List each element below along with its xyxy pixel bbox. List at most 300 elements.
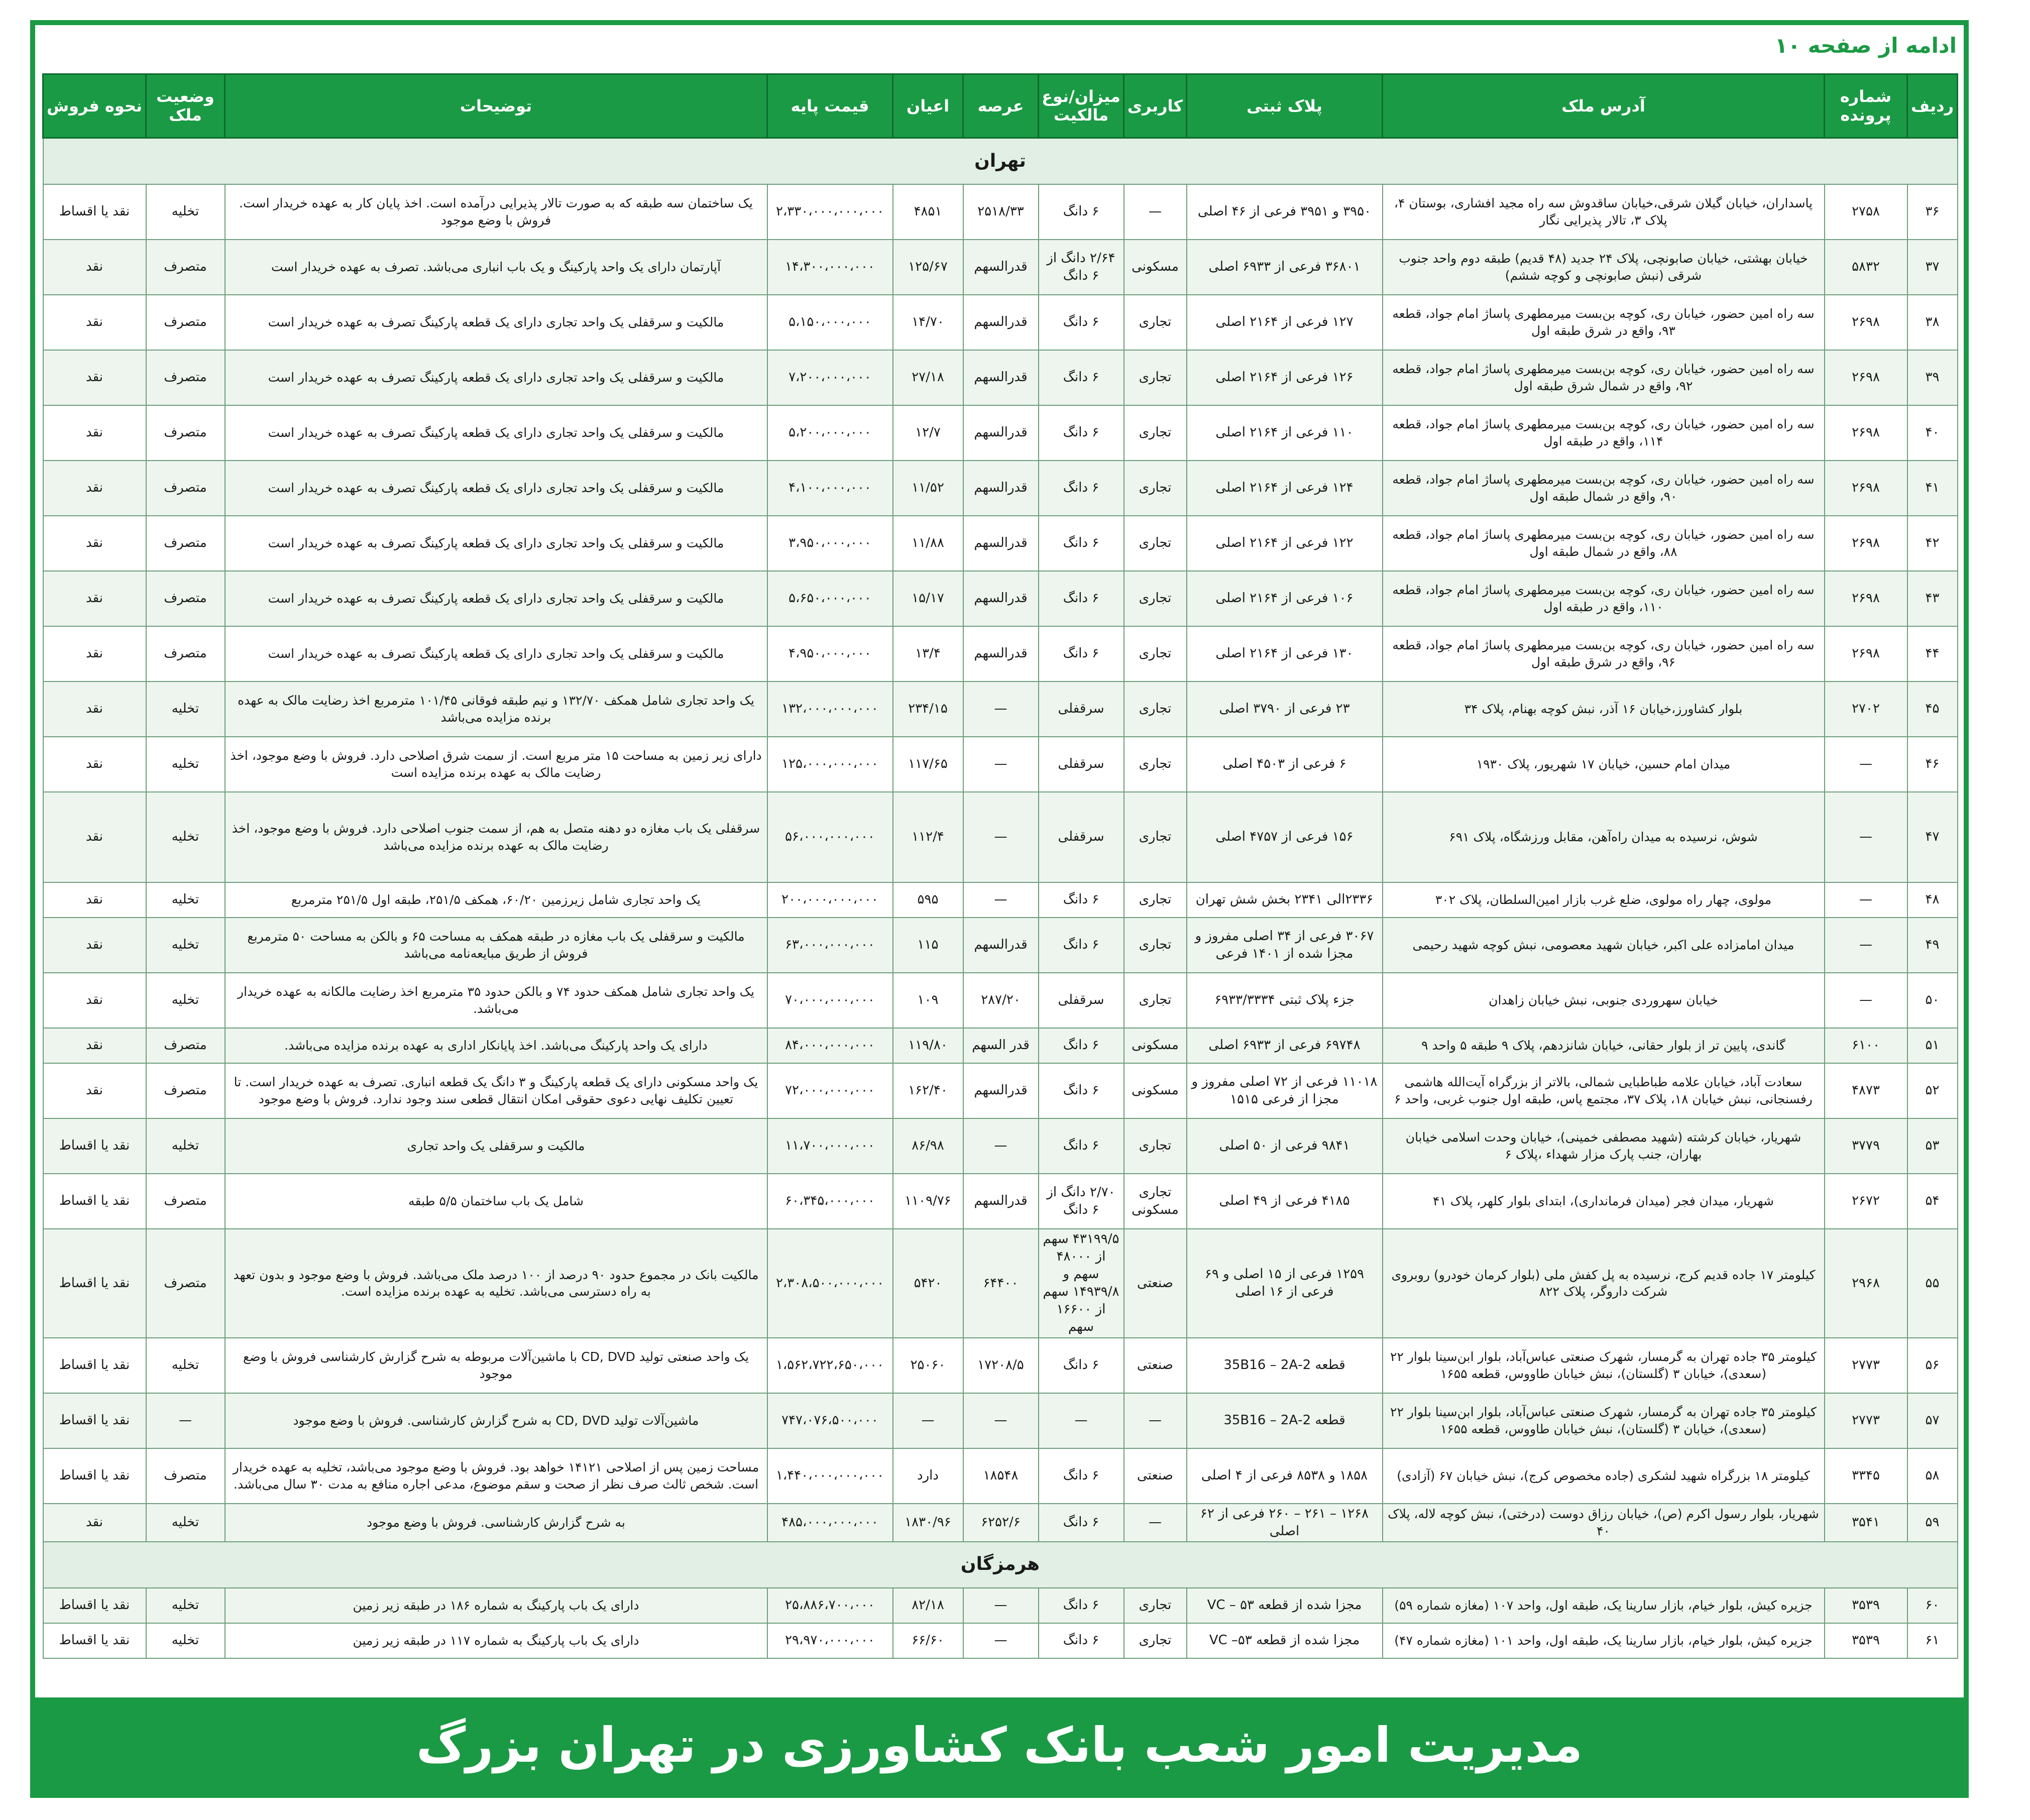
- cell-property-status: متصرف: [146, 516, 225, 571]
- cell-ownership: —: [1039, 1393, 1124, 1448]
- cell-land-area: ۲۵۱۸/۳۳: [963, 184, 1039, 240]
- cell-registration-plate: ۱۲۴ فرعی از ۲۱۶۴ اصلی: [1187, 461, 1383, 516]
- cell-description: مالکیت و سرقفلی یک واحد تجاری دارای یک قطعه پارکینگ تصرف به عهده خریدار است: [225, 516, 767, 571]
- table-row: [43, 1588, 1958, 1623]
- cell-ownership: ۶ دانگ: [1039, 1623, 1124, 1658]
- cell-usage: تجاری: [1124, 882, 1187, 918]
- cell-base-price: ۵،۲۰۰،۰۰۰،۰۰۰: [767, 405, 893, 461]
- cell-registration-plate: ۲۳۳۶الی ۲۳۴۱ بخش شش تهران: [1187, 882, 1383, 918]
- cell-sale-method: نقد یا اقساط: [43, 1588, 146, 1623]
- table-row: [43, 626, 1958, 681]
- cell-property-status: تخلیه: [146, 184, 225, 240]
- cell-property-status: متصرف: [146, 461, 225, 516]
- cell-address: شهریار، خیابان کرشته (شهید مصطفی خمینی)، خیابان وحدت اسلامی خیابان بهاران، جنب پارک مزار شهداء ،پلاک ۶: [1383, 1118, 1825, 1174]
- cell-address: خیابان بهشتی، خیابان صابونچی، پلاک ۲۴ جدید (۴۸ قدیم) طبقه دوم واحد جنوب شرقی (نبش صابونچی و کوچه ششم): [1383, 240, 1825, 295]
- cell-building-area: ۵۴۲۰: [893, 1229, 963, 1338]
- table-header-row: [43, 74, 1958, 138]
- cell-file-number: —: [1825, 737, 1907, 792]
- cell-building-area: ۵۹۵: [893, 882, 963, 918]
- cell-row-number: ۵۳: [1907, 1118, 1958, 1174]
- cell-row-number: ۴۳: [1907, 571, 1958, 626]
- cell-ownership: ۶ دانگ: [1039, 1588, 1124, 1623]
- cell-usage: تجاری: [1124, 792, 1187, 882]
- cell-address: سه راه امین حضور، خیابان ری، کوچه بن‌بست میرمطهری پاساژ امام جواد، قطعه ۹۲، واقع در شمال شرق طبقه اول: [1383, 350, 1825, 405]
- cell-description: ماشین‌آلات تولید CD, DVD به شرح گزارش کارشناسی. فروش با وضع موجود: [225, 1393, 767, 1448]
- cell-property-status: —: [146, 1393, 225, 1448]
- cell-base-price: ۲۰۰،۰۰۰،۰۰۰،۰۰۰: [767, 882, 893, 918]
- cell-description: آپارتمان دارای یک واحد پارکینگ و یک باب انباری می‌باشد. تصرف به عهده خریدار است: [225, 240, 767, 295]
- cell-registration-plate: ۲۳ فرعی از ۳۷۹۰ اصلی: [1187, 681, 1383, 737]
- table-row: [43, 1623, 1958, 1658]
- cell-ownership: سرقفلی: [1039, 737, 1124, 792]
- cell-base-price: ۴۸۵،۰۰۰،۰۰۰،۰۰۰: [767, 1504, 893, 1542]
- cell-land-area: —: [963, 1623, 1039, 1658]
- cell-usage: تجاری: [1124, 918, 1187, 973]
- cell-ownership: ۶ دانگ: [1039, 918, 1124, 973]
- cell-row-number: ۴۴: [1907, 626, 1958, 681]
- cell-sale-method: نقد یا اقساط: [43, 1174, 146, 1229]
- table-row: [43, 1393, 1958, 1448]
- cell-sale-method: نقد: [43, 1063, 146, 1118]
- cell-land-area: قدرالسهم: [963, 350, 1039, 405]
- cell-description: یک واحد تجاری شامل همکف ۱۳۲/۷۰ و نیم طبقه فوقانی ۱۰۱/۴۵ مترمربع اخذ رضایت مالک به عهده برنده مزایده می‌باشد: [225, 681, 767, 737]
- cell-base-price: ۱،۵۶۲،۷۲۲،۶۵۰،۰۰۰: [767, 1338, 893, 1393]
- cell-sale-method: نقد یا اقساط: [43, 1338, 146, 1393]
- cell-row-number: ۴۵: [1907, 681, 1958, 737]
- cell-sale-method: نقد: [43, 626, 146, 681]
- cell-description: مالکیت و سرقفلی یک واحد تجاری دارای یک قطعه پارکینگ تصرف به عهده خریدار است: [225, 461, 767, 516]
- header-file-number: شماره پرونده: [1825, 74, 1907, 138]
- cell-row-number: ۵۲: [1907, 1063, 1958, 1118]
- cell-sale-method: نقد: [43, 973, 146, 1028]
- table-row: [43, 737, 1958, 792]
- cell-address: کیلومتر ۳۵ جاده تهران به گرمسار، شهرک صنعتی عباس‌آباد، بلوار ابن‌سینا بلوار ۲۲ (سعدی)، خیابان ۳ (گلستان)، نبش خیابان طاووس، قطعه ۱۶۵۵: [1383, 1393, 1825, 1448]
- cell-usage: مسکونی: [1124, 240, 1187, 295]
- header-property-status: وضعیت ملک: [146, 74, 225, 138]
- cell-usage: تجاری: [1124, 571, 1187, 626]
- cell-file-number: ۲۶۷۲: [1825, 1174, 1907, 1229]
- cell-ownership: سرقفلی: [1039, 973, 1124, 1028]
- table-row: [43, 295, 1958, 350]
- cell-property-status: تخلیه: [146, 1504, 225, 1542]
- section-title: تهران: [43, 138, 1958, 185]
- cell-base-price: ۵،۱۵۰،۰۰۰،۰۰۰: [767, 295, 893, 350]
- cell-base-price: ۷۴۷،۰۷۶،۵۰۰،۰۰۰: [767, 1393, 893, 1448]
- cell-property-status: تخلیه: [146, 792, 225, 882]
- table-row: [43, 461, 1958, 516]
- cell-usage: تجاری: [1124, 350, 1187, 405]
- cell-file-number: ۳۵۳۹: [1825, 1623, 1907, 1658]
- cell-land-area: قدرالسهم: [963, 571, 1039, 626]
- table-row: [43, 792, 1958, 882]
- cell-usage: —: [1124, 1393, 1187, 1448]
- cell-file-number: ۵۸۳۲: [1825, 240, 1907, 295]
- cell-registration-plate: ۶ فرعی از ۴۵۰۳ اصلی: [1187, 737, 1383, 792]
- cell-row-number: ۳۶: [1907, 184, 1958, 240]
- cell-building-area: ۲۵۰۶۰: [893, 1338, 963, 1393]
- newspaper-ad-page: [30, 20, 1969, 1798]
- cell-base-price: ۱،۴۴۰،۰۰۰،۰۰۰،۰۰۰: [767, 1448, 893, 1504]
- cell-file-number: —: [1825, 792, 1907, 882]
- cell-sale-method: نقد: [43, 681, 146, 737]
- cell-description: مالکیت و سرقفلی یک باب مغازه در طبقه همکف به مساحت ۶۵ و بالکن به مساحت ۵۰ مترمربع فروش از طریق مبایعه‌نامه می‌باشد: [225, 918, 767, 973]
- cell-row-number: ۵۰: [1907, 973, 1958, 1028]
- cell-base-price: ۷۰،۰۰۰،۰۰۰،۰۰۰: [767, 973, 893, 1028]
- cell-row-number: ۵۹: [1907, 1504, 1958, 1542]
- cell-usage: —: [1124, 1504, 1187, 1542]
- cell-registration-plate: ۱۲۶ فرعی از ۲۱۶۴ اصلی: [1187, 350, 1383, 405]
- table-row: [43, 516, 1958, 571]
- cell-file-number: ۲۷۵۸: [1825, 184, 1907, 240]
- cell-building-area: ۴۸۵۱: [893, 184, 963, 240]
- cell-land-area: قدرالسهم: [963, 461, 1039, 516]
- cell-address: سه راه امین حضور، خیابان ری، کوچه بن‌بست میرمطهری پاساژ امام جواد، قطعه ۸۸، واقع در شمال طبقه اول: [1383, 516, 1825, 571]
- cell-usage: تجاری: [1124, 461, 1187, 516]
- cell-file-number: ۳۷۷۹: [1825, 1118, 1907, 1174]
- cell-address: کیلومتر ۱۷ جاده قدیم کرج، نرسیده به پل کفش ملی (بلوار کرمان خودرو) روبروی شرکت داروگر، پلاک ۸۲۲: [1383, 1229, 1825, 1338]
- cell-address: میدان امام حسین، خیابان ۱۷ شهریور، پلاک ۱۹۳۰: [1383, 737, 1825, 792]
- cell-land-area: قدرالسهم: [963, 626, 1039, 681]
- cell-building-area: ۱۳/۴: [893, 626, 963, 681]
- cell-address: شوش، نرسیده به میدان راه‌آهن، مقابل ورزشگاه، پلاک ۶۹۱: [1383, 792, 1825, 882]
- cell-land-area: قدر السهم: [963, 1028, 1039, 1063]
- cell-registration-plate: مجزا شده از قطعه ۵۳– VC: [1187, 1623, 1383, 1658]
- table-row: [43, 918, 1958, 973]
- cell-base-price: ۲،۳۰۸،۵۰۰،۰۰۰،۰۰۰: [767, 1229, 893, 1338]
- cell-usage: تجاری مسکونی: [1124, 1174, 1187, 1229]
- cell-registration-plate: قطعه 2-35B16 – 2A: [1187, 1393, 1383, 1448]
- cell-description: یک ساختمان سه طبقه که به صورت تالار پذیرایی درآمده است. اخذ پایان کار به عهده خریدار است. فروش با وضع موجود: [225, 184, 767, 240]
- cell-base-price: ۴،۹۵۰،۰۰۰،۰۰۰: [767, 626, 893, 681]
- cell-property-status: تخلیه: [146, 918, 225, 973]
- cell-base-price: ۱۳۲،۰۰۰،۰۰۰،۰۰۰: [767, 681, 893, 737]
- cell-row-number: ۵۸: [1907, 1448, 1958, 1504]
- header-address: آدرس ملک: [1383, 74, 1825, 138]
- cell-land-area: —: [963, 1588, 1039, 1623]
- cell-base-price: ۷،۲۰۰،۰۰۰،۰۰۰: [767, 350, 893, 405]
- cell-ownership: ۶ دانگ: [1039, 1504, 1124, 1542]
- cell-ownership: ۴۳۱۹۹/۵ سهم از ۴۸۰۰۰ سهم و ۱۴۹۳۹/۸ سهم از ۱۶۶۰۰ سهم: [1039, 1229, 1124, 1338]
- cell-address: خیابان سهروردی جنوبی، نبش خیابان زاهدان: [1383, 973, 1825, 1028]
- cell-address: کیلومتر ۳۵ جاده تهران به گرمسار، شهرک صنعتی عباس‌آباد، بلوار ابن‌سینا بلوار ۲۲ (سعدی)، خیابان ۳ (گلستان)، نبش خیابان طاووس، قطعه ۱۶۵۵: [1383, 1338, 1825, 1393]
- cell-usage: صنعتی: [1124, 1448, 1187, 1504]
- cell-usage: تجاری: [1124, 626, 1187, 681]
- cell-property-status: متصرف: [146, 405, 225, 461]
- cell-description: مالکیت و سرقفلی یک واحد تجاری: [225, 1118, 767, 1174]
- cell-registration-plate: ۱۳۰ فرعی از ۲۱۶۴ اصلی: [1187, 626, 1383, 681]
- cell-address: جزیره کیش، بلوار خیام، بازار سارینا یک، طبقه اول، واحد ۱۰۱ (مغازه شماره ۴۷): [1383, 1623, 1825, 1658]
- cell-land-area: قدرالسهم: [963, 1063, 1039, 1118]
- cell-file-number: ۴۸۷۳: [1825, 1063, 1907, 1118]
- cell-ownership: ۶ دانگ: [1039, 1338, 1124, 1393]
- cell-ownership: ۶ دانگ: [1039, 626, 1124, 681]
- cell-description: دارای زیر زمین به مساحت ۱۵ متر مربع است. از سمت شرق اصلاحی دارد. فروش با وضع موجود، اخذ رضایت مالک به عهده برنده مزایده است: [225, 737, 767, 792]
- cell-address: سه راه امین حضور، خیابان ری، کوچه بن‌بست میرمطهری پاساژ امام جواد، قطعه ۹۳، واقع در شرق طبقه اول: [1383, 295, 1825, 350]
- cell-row-number: ۳۸: [1907, 295, 1958, 350]
- cell-address: بلوار کشاورز،خیابان ۱۶ آذر، نبش کوچه بهنام، پلاک ۳۴: [1383, 681, 1825, 737]
- cell-description: مالکیت و سرقفلی یک واحد تجاری دارای یک قطعه پارکینگ تصرف به عهده خریدار است: [225, 295, 767, 350]
- cell-base-price: ۶۳،۰۰۰،۰۰۰،۰۰۰: [767, 918, 893, 973]
- cell-file-number: ۲۶۹۸: [1825, 461, 1907, 516]
- cell-ownership: ۶ دانگ: [1039, 1448, 1124, 1504]
- cell-address: مولوی، چهار راه مولوی، ضلع غرب بازار امین‌السلطان، پلاک ۳۰۲: [1383, 882, 1825, 918]
- cell-file-number: ۲۶۹۸: [1825, 516, 1907, 571]
- header-description: توضیحات: [225, 74, 767, 138]
- cell-land-area: —: [963, 737, 1039, 792]
- cell-description: دارای یک باب پارکینگ به شماره ۱۸۶ در طبقه زیر زمین: [225, 1588, 767, 1623]
- table-row: [43, 350, 1958, 405]
- cell-base-price: ۳،۹۵۰،۰۰۰،۰۰۰: [767, 516, 893, 571]
- cell-property-status: متصرف: [146, 1229, 225, 1338]
- cell-usage: —: [1124, 184, 1187, 240]
- cell-building-area: ۱۲/۷: [893, 405, 963, 461]
- cell-ownership: سرقفلی: [1039, 681, 1124, 737]
- cell-registration-plate: ۳۶۸۰۱ فرعی از ۶۹۳۳ اصلی: [1187, 240, 1383, 295]
- header-registration-plate: پلاک ثبتی: [1187, 74, 1383, 138]
- cell-ownership: ۶ دانگ: [1039, 1028, 1124, 1063]
- cell-row-number: ۵۵: [1907, 1229, 1958, 1338]
- cell-base-price: ۲۹،۹۷۰،۰۰۰،۰۰۰: [767, 1623, 893, 1658]
- header-building-area: اعیان: [893, 74, 963, 138]
- section-title: هرمزگان: [43, 1542, 1958, 1588]
- cell-registration-plate: قطعه 2-35B16 – 2A: [1187, 1338, 1383, 1393]
- cell-ownership: ۶ دانگ: [1039, 516, 1124, 571]
- cell-usage: مسکونی: [1124, 1028, 1187, 1063]
- cell-land-area: —: [963, 882, 1039, 918]
- continued-from-note: ادامه از صفحه ۱۰: [1774, 33, 1957, 58]
- cell-sale-method: نقد یا اقساط: [43, 1623, 146, 1658]
- cell-file-number: ۲۷۰۲: [1825, 681, 1907, 737]
- cell-property-status: متصرف: [146, 1174, 225, 1229]
- cell-sale-method: نقد: [43, 1504, 146, 1542]
- cell-file-number: —: [1825, 882, 1907, 918]
- cell-usage: تجاری: [1124, 1118, 1187, 1174]
- cell-registration-plate: ۱۱۰ فرعی از ۲۱۶۴ اصلی: [1187, 405, 1383, 461]
- cell-building-area: ۱۵/۱۷: [893, 571, 963, 626]
- cell-registration-plate: ۱۲۲ فرعی از ۲۱۶۴ اصلی: [1187, 516, 1383, 571]
- table-body: [43, 138, 1958, 1658]
- footer-banner: [35, 1697, 1964, 1793]
- cell-building-area: ۱۱/۸۸: [893, 516, 963, 571]
- header-row-number: ردیف: [1907, 74, 1958, 138]
- cell-building-area: ۱۱۵: [893, 918, 963, 973]
- section-header-row: [43, 1542, 1958, 1588]
- cell-registration-plate: ۱۲۵۹ فرعی از ۱۵ اصلی و ۶۹ فرعی از ۱۶ اصلی: [1187, 1229, 1383, 1338]
- cell-address: کیلومتر ۱۸ بزرگراه شهید لشکری (جاده مخصوص کرج)، نبش خیابان ۶۷ (آزادی): [1383, 1448, 1825, 1504]
- cell-building-area: ۱۱۲/۴: [893, 792, 963, 882]
- cell-row-number: ۵۶: [1907, 1338, 1958, 1393]
- cell-land-area: —: [963, 1118, 1039, 1174]
- cell-registration-plate: مجزا شده از قطعه ۵۳ – VC: [1187, 1588, 1383, 1623]
- cell-building-area: ۲۳۴/۱۵: [893, 681, 963, 737]
- cell-land-area: قدرالسهم: [963, 295, 1039, 350]
- cell-usage: تجاری: [1124, 973, 1187, 1028]
- cell-ownership: سرقفلی: [1039, 792, 1124, 882]
- cell-ownership: ۶ دانگ: [1039, 405, 1124, 461]
- auction-table-wrapper: [42, 73, 1957, 1659]
- cell-registration-plate: ۱۰۶ فرعی از ۲۱۶۴ اصلی: [1187, 571, 1383, 626]
- cell-property-status: تخلیه: [146, 1338, 225, 1393]
- table-row: [43, 1229, 1958, 1338]
- cell-file-number: ۳۳۴۵: [1825, 1448, 1907, 1504]
- header-ownership: میزان/نوع مالکیت: [1039, 74, 1124, 138]
- cell-building-area: —: [893, 1393, 963, 1448]
- cell-building-area: ۸۶/۹۸: [893, 1118, 963, 1174]
- table-row: [43, 571, 1958, 626]
- cell-land-area: ۱۸۵۴۸: [963, 1448, 1039, 1504]
- cell-row-number: ۴۷: [1907, 792, 1958, 882]
- cell-land-area: قدرالسهم: [963, 918, 1039, 973]
- cell-building-area: ۱۸۳۰/۹۶: [893, 1504, 963, 1542]
- cell-file-number: ۲۶۹۸: [1825, 295, 1907, 350]
- cell-land-area: —: [963, 792, 1039, 882]
- cell-file-number: ۳۵۴۱: [1825, 1504, 1907, 1542]
- cell-description: یک واحد صنعتی تولید CD, DVD با ماشین‌آلات مربوطه به شرح گزارش کارشناسی فروش با وضع موجود: [225, 1338, 767, 1393]
- cell-description: مالکیت و سرقفلی یک واحد تجاری دارای یک قطعه پارکینگ تصرف به عهده خریدار است: [225, 350, 767, 405]
- cell-address: پاسداران، خیابان گیلان شرقی،خیابان ساقدوش سه راه مجید افشاری، بوستان ۴، پلاک ۳، تالار پذیرایی نگار: [1383, 184, 1825, 240]
- cell-ownership: ۶ دانگ: [1039, 571, 1124, 626]
- cell-file-number: ۲۹۶۸: [1825, 1229, 1907, 1338]
- cell-file-number: ۶۱۰۰: [1825, 1028, 1907, 1063]
- cell-row-number: ۵۷: [1907, 1393, 1958, 1448]
- cell-base-price: ۷۲،۰۰۰،۰۰۰،۰۰۰: [767, 1063, 893, 1118]
- cell-sale-method: نقد یا اقساط: [43, 1393, 146, 1448]
- cell-ownership: ۲/۷۰ دانگ از ۶ دانگ: [1039, 1174, 1124, 1229]
- cell-row-number: ۴۰: [1907, 405, 1958, 461]
- cell-row-number: ۵۱: [1907, 1028, 1958, 1063]
- cell-row-number: ۴۸: [1907, 882, 1958, 918]
- cell-usage: مسکونی: [1124, 1063, 1187, 1118]
- cell-land-area: ۶۴۴۰۰: [963, 1229, 1039, 1338]
- cell-sale-method: نقد یا اقساط: [43, 1118, 146, 1174]
- cell-sale-method: نقد: [43, 461, 146, 516]
- table-row: [43, 1504, 1958, 1542]
- cell-file-number: —: [1825, 973, 1907, 1028]
- cell-land-area: قدرالسهم: [963, 516, 1039, 571]
- cell-property-status: تخلیه: [146, 737, 225, 792]
- cell-ownership: ۶ دانگ: [1039, 461, 1124, 516]
- cell-property-status: تخلیه: [146, 973, 225, 1028]
- cell-address: سه راه امین حضور، خیابان ری، کوچه بن‌بست میرمطهری پاساژ امام جواد، قطعه ۹۶، واقع در شرق طبقه اول: [1383, 626, 1825, 681]
- cell-sale-method: نقد: [43, 405, 146, 461]
- cell-row-number: ۳۹: [1907, 350, 1958, 405]
- cell-land-area: قدرالسهم: [963, 405, 1039, 461]
- cell-building-area: ۱۱۹/۸۰: [893, 1028, 963, 1063]
- cell-registration-plate: ۱۲۷ فرعی از ۲۱۶۴ اصلی: [1187, 295, 1383, 350]
- cell-land-area: ۱۷۲۰۸/۵: [963, 1338, 1039, 1393]
- cell-building-area: ۱۱۰۹/۷۶: [893, 1174, 963, 1229]
- cell-base-price: ۲،۳۳۰،۰۰۰،۰۰۰،۰۰۰: [767, 184, 893, 240]
- cell-registration-plate: ۶۹۷۴۸ فرعی از ۶۹۳۳ اصلی: [1187, 1028, 1383, 1063]
- cell-ownership: ۶ دانگ: [1039, 1118, 1124, 1174]
- cell-file-number: ۲۶۹۸: [1825, 571, 1907, 626]
- cell-base-price: ۴،۱۰۰،۰۰۰،۰۰۰: [767, 461, 893, 516]
- cell-description: مساحت زمین پس از اصلاحی ۱۴۱۲۱ خواهد بود. فروش با وضع موجود می‌باشد، تخلیه به عهده خریدار است. شخص ثالث صرف نظر از صحت و سقم موضوع، مدعی اجاره منافع به مدت ۳۰ سال می‌باشد.: [225, 1448, 767, 1504]
- cell-description: مالکیت بانک در مجموع حدود ۹۰ درصد از ۱۰۰ درصد ملک می‌باشد. فروش با وضع موجود و بدون تعهد به راه دسترسی می‌باشد. تخلیه به عهده برنده مزایده است.: [225, 1229, 767, 1338]
- cell-registration-plate: ۳۰۶۷ فرعی از ۳۴ اصلی مفروز و مجزا شده از ۱۴۰۱ فرعی: [1187, 918, 1383, 973]
- table-row: [43, 681, 1958, 737]
- cell-file-number: ۳۵۳۹: [1825, 1588, 1907, 1623]
- cell-property-status: تخلیه: [146, 1623, 225, 1658]
- cell-description: مالکیت و سرقفلی یک واحد تجاری دارای یک قطعه پارکینگ تصرف به عهده خریدار است: [225, 626, 767, 681]
- cell-file-number: —: [1825, 918, 1907, 973]
- table-row: [43, 1338, 1958, 1393]
- cell-sale-method: نقد: [43, 737, 146, 792]
- cell-usage: تجاری: [1124, 681, 1187, 737]
- cell-row-number: ۴۲: [1907, 516, 1958, 571]
- cell-usage: تجاری: [1124, 516, 1187, 571]
- table-row: [43, 240, 1958, 295]
- cell-address: شهریار، میدان فجر (میدان فرمانداری)، ابتدای بلوار کلهر، پلاک ۴۱: [1383, 1174, 1825, 1229]
- cell-row-number: ۴۶: [1907, 737, 1958, 792]
- cell-address: گاندی، پایین تر از بلوار حقانی، خیابان شانزدهم، پلاک ۹ طبقه ۵ واحد ۹: [1383, 1028, 1825, 1063]
- cell-row-number: ۳۷: [1907, 240, 1958, 295]
- cell-building-area: ۱۶۲/۴۰: [893, 1063, 963, 1118]
- cell-sale-method: نقد یا اقساط: [43, 184, 146, 240]
- cell-ownership: ۶ دانگ: [1039, 882, 1124, 918]
- cell-usage: تجاری: [1124, 295, 1187, 350]
- cell-sale-method: نقد: [43, 918, 146, 973]
- cell-land-area: —: [963, 681, 1039, 737]
- cell-usage: صنعتی: [1124, 1229, 1187, 1338]
- header-land-area: عرصه: [963, 74, 1039, 138]
- cell-address: سعادت آباد، خیابان علامه طباطبایی شمالی، بالاتر از بزرگراه آیت‌الله هاشمی رفسنجانی، نبش خیابان ۱۸، پلاک ۳۷، مجتمع پاس، طبقه اول جنوب غربی، واحد ۶: [1383, 1063, 1825, 1118]
- cell-land-area: قدرالسهم: [963, 1174, 1039, 1229]
- table-row: [43, 1063, 1958, 1118]
- cell-file-number: ۲۶۹۸: [1825, 405, 1907, 461]
- cell-base-price: ۱۲۵،۰۰۰،۰۰۰،۰۰۰: [767, 737, 893, 792]
- cell-description: به شرح گزارش کارشناسی. فروش با وضع موجود: [225, 1504, 767, 1542]
- property-auction-table: [42, 73, 1958, 1659]
- cell-description: دارای یک واحد پارکینگ می‌باشد. اخذ پایانکار اداری به عهده برنده مزایده می‌باشد.: [225, 1028, 767, 1063]
- cell-usage: تجاری: [1124, 737, 1187, 792]
- cell-sale-method: نقد یا اقساط: [43, 1448, 146, 1504]
- cell-usage: تجاری: [1124, 1623, 1187, 1658]
- cell-building-area: ۱۰۹: [893, 973, 963, 1028]
- cell-row-number: ۶۰: [1907, 1588, 1958, 1623]
- cell-land-area: —: [963, 1393, 1039, 1448]
- footer-title: مدیریت امور شعب بانک کشاورزی در تهران بزرگ: [416, 1717, 1583, 1773]
- cell-base-price: ۵،۶۵۰،۰۰۰،۰۰۰: [767, 571, 893, 626]
- cell-land-area: قدرالسهم: [963, 240, 1039, 295]
- cell-sale-method: نقد: [43, 571, 146, 626]
- cell-ownership: ۶ دانگ: [1039, 350, 1124, 405]
- table-row: [43, 184, 1958, 240]
- cell-address: سه راه امین حضور، خیابان ری، کوچه بن‌بست میرمطهری پاساژ امام جواد، قطعه ۱۱۴، واقع در طبقه اول: [1383, 405, 1825, 461]
- cell-property-status: متصرف: [146, 1028, 225, 1063]
- cell-file-number: ۲۶۹۸: [1825, 350, 1907, 405]
- table-row: [43, 1118, 1958, 1174]
- cell-address: میدان امامزاده علی اکبر، خیابان شهید معصومی، نبش کوچه شهید رحیمی: [1383, 918, 1825, 973]
- table-row: [43, 1174, 1958, 1229]
- cell-building-area: ۱۴/۷۰: [893, 295, 963, 350]
- cell-property-status: متصرف: [146, 1063, 225, 1118]
- cell-ownership: ۶ دانگ: [1039, 295, 1124, 350]
- cell-registration-plate: ۱۱۰۱۸ فرعی از ۷۲ اصلی مفروز و مجزا از فرعی ۱۵۱۵: [1187, 1063, 1383, 1118]
- cell-ownership: ۶ دانگ: [1039, 1063, 1124, 1118]
- cell-sale-method: نقد: [43, 792, 146, 882]
- cell-sale-method: نقد: [43, 882, 146, 918]
- cell-base-price: ۱۱،۷۰۰،۰۰۰،۰۰۰: [767, 1118, 893, 1174]
- cell-description: یک واحد تجاری شامل زیرزمین ۶۰/۲۰، همکف ۲۵۱/۵، طبقه اول ۲۵۱/۵ مترمربع: [225, 882, 767, 918]
- cell-property-status: متصرف: [146, 571, 225, 626]
- cell-land-area: ۶۲۵۲/۶: [963, 1504, 1039, 1542]
- cell-row-number: ۴۹: [1907, 918, 1958, 973]
- cell-registration-plate: ۱۲۶۸ – ۲۶۱ – ۲۶۰ فرعی از ۶۲ اصلی: [1187, 1504, 1383, 1542]
- cell-registration-plate: ۱۸۵۸ و ۸۵۳۸ فرعی از ۴ اصلی: [1187, 1448, 1383, 1504]
- cell-property-status: متصرف: [146, 1448, 225, 1504]
- header-usage: کاربری: [1124, 74, 1187, 138]
